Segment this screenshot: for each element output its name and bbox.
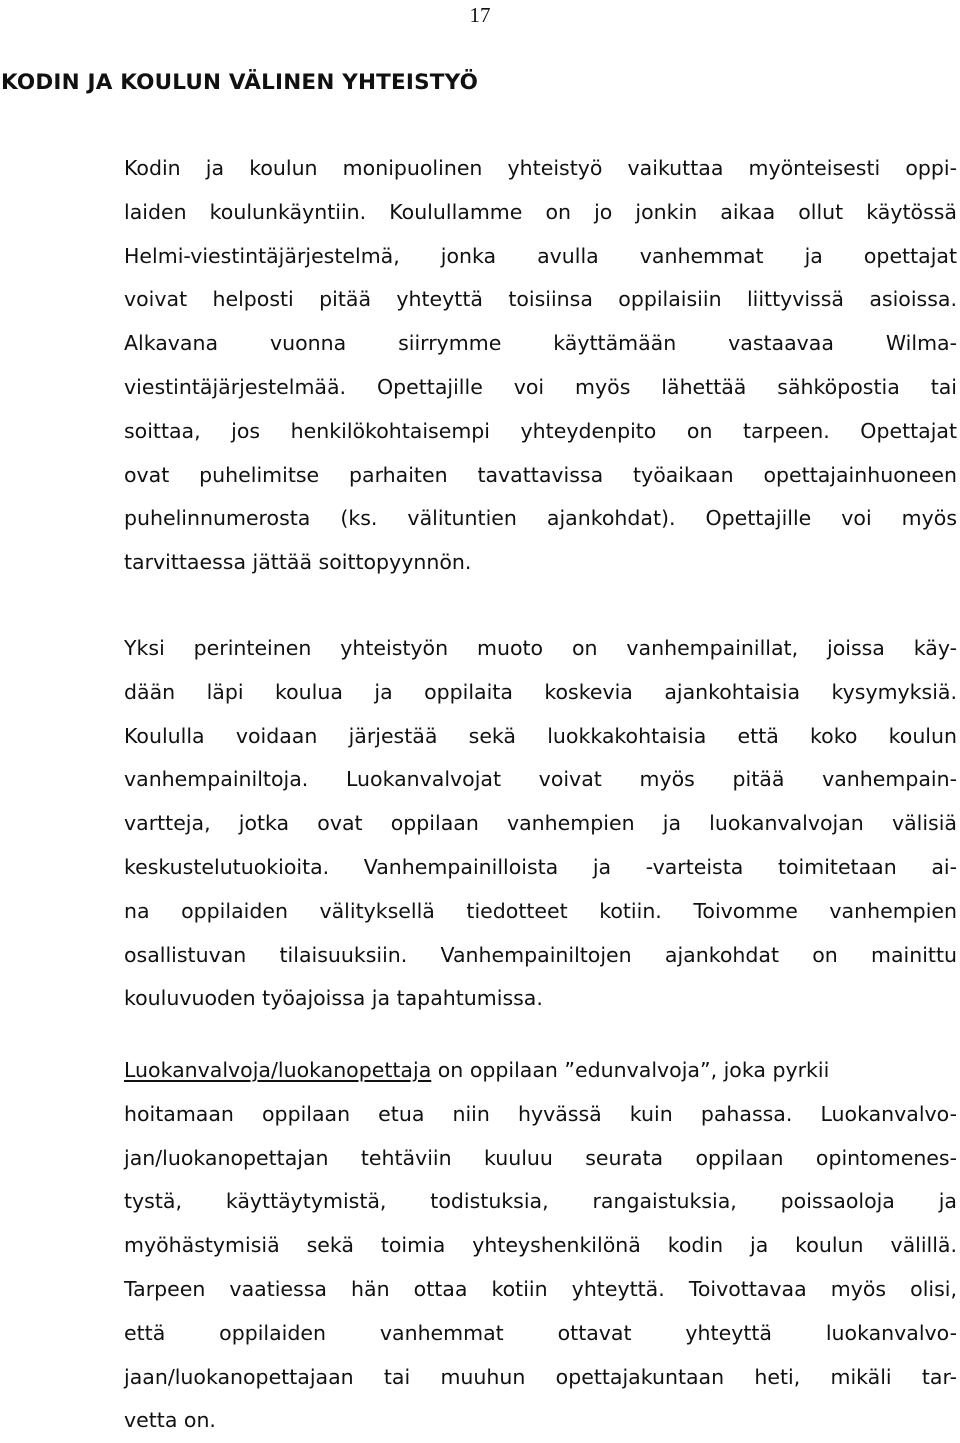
text-line: vanhempainiltoja. Luokanvalvojat voivat myös pitää vanhempain- (124, 767, 957, 792)
text-line: laiden koulunkäyntiin. Koulullamme on jo jonkin aikaa ollut käytössä (124, 199, 957, 224)
text-line: viestintäjärjestelmää. Opettajille voi myös lähettää sähköpostia tai (124, 374, 957, 399)
text-line-first (124, 1049, 957, 1093)
underlined-term: Luokanvalvoja/luokanopettaja (124, 1058, 432, 1082)
text-line: tystä, käyttäytymistä, todistuksia, rangaistuksia, poissaoloja ja (124, 1189, 957, 1214)
paragraph-home-school-communication (124, 147, 957, 585)
text-line: soittaa, jos henkilökohtaisempi yhteydenpito on tarpeen. Opettajat (124, 418, 957, 443)
text-line: jaan/luokanopettajaan tai muuhun opettajakuntaan heti, mikäli tar- (124, 1364, 957, 1389)
text-line: Kodin ja koulun monipuolinen yhteistyö vaikuttaa myönteisesti oppi- (124, 156, 957, 180)
text-line: ovat puhelimitse parhaiten tavattavissa työaikaan opettajainhuoneen (124, 462, 957, 487)
text-line: puhelinnumerosta (ks. välituntien ajankohdat). Opettajille voi myös (124, 506, 957, 531)
section-heading: KODIN JA KOULUN VÄLINEN YHTEISTYÖ (1, 70, 479, 95)
text-line: keskustelutuokioita. Vanhempainilloista ja -varteista toimitetaan ai- (124, 854, 957, 879)
text-line: Koululla voidaan järjestää sekä luokkakohtaisia että koko koulun (124, 723, 957, 748)
text-line: että oppilaiden vanhemmat ottavat yhteyttä luokanvalvo- (124, 1320, 957, 1345)
text-line: myöhästymisiä sekä toimia yhteyshenkilönä kodin ja koulun välillä. (124, 1233, 957, 1258)
page-number: 17 (469, 3, 491, 27)
text-line: vetta on. (124, 1408, 216, 1433)
text-line: Alkavana vuonna siirrymme käyttämään vastaavaa Wilma- (124, 331, 957, 356)
text-line: Helmi-viestintäjärjestelmä, jonka avulla vanhemmat ja opettajat (124, 243, 957, 268)
text-line: na oppilaiden välityksellä tiedotteet kotiin. Toivomme vanhempien (124, 898, 957, 923)
text-line: jan/luokanopettajan tehtäviin kuuluu seurata oppilaan opintomenes- (124, 1145, 957, 1170)
text-line-rest: on oppilaan ”edunvalvoja”, joka pyrkii (431, 1058, 830, 1082)
text-line: kouluvuoden työajoissa ja tapahtumissa. (124, 986, 543, 1011)
text-line: dään läpi koulua ja oppilaita koskevia ajankohtaisia kysymyksiä. (124, 679, 957, 704)
text-line: vartteja, jotka ovat oppilaan vanhempien ja luokanvalvojan välisiä (124, 811, 957, 836)
text-line: tarvittaessa jättää soittopyynnön. (124, 550, 472, 575)
paragraph-class-teacher (124, 1049, 957, 1443)
text-line: hoitamaan oppilaan etua niin hyvässä kuin pahassa. Luokanvalvo- (124, 1101, 957, 1126)
text-line: Yksi perinteinen yhteistyön muoto on vanhempainillat, joissa käy- (124, 636, 957, 660)
text-line: osallistuvan tilaisuuksiin. Vanhempainiltojen ajankohdat on mainittu (124, 942, 957, 967)
text-line: voivat helposti pitää yhteyttä toisiinsa oppilaisiin liittyvissä asioissa. (124, 287, 957, 312)
paragraph-parent-evenings (124, 627, 957, 1021)
text-line: Tarpeen vaatiessa hän ottaa kotiin yhteyttä. Toivottavaa myös olisi, (124, 1276, 957, 1301)
